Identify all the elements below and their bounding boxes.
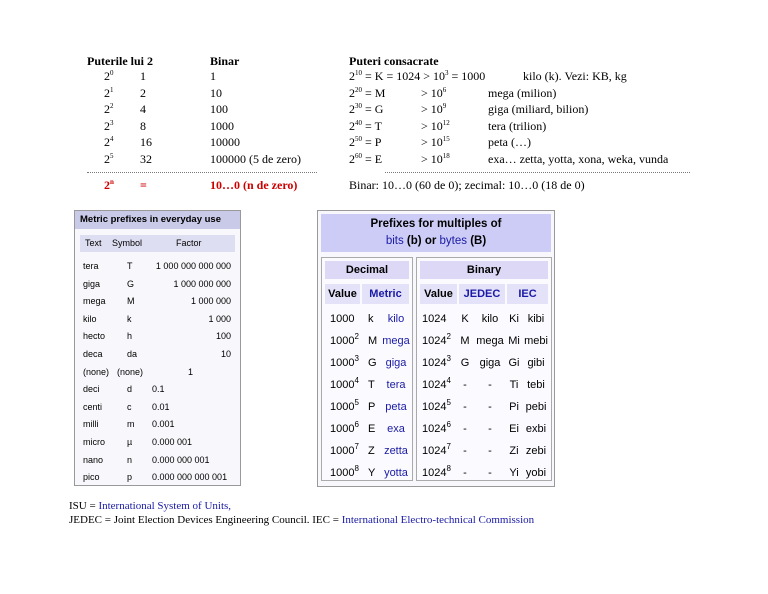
- power-of-two: $2^0$: [104, 69, 114, 83]
- metric-row: [75, 380, 240, 398]
- decimal-metric-name: mega: [382, 335, 410, 347]
- decimal-box: [321, 257, 413, 481]
- binary-value: 10: [210, 85, 222, 100]
- jedec-name: -: [488, 445, 492, 457]
- named-power: $2^{30} = G$: [349, 102, 384, 116]
- named-comparison: [421, 151, 450, 167]
- metric-symbol: d: [127, 384, 133, 395]
- jedec-symbol: -: [463, 467, 467, 479]
- metric-header-text: Text: [85, 238, 102, 248]
- named-exponent: 40: [355, 118, 362, 127]
- decimal-value: [330, 440, 359, 462]
- named-description: exa… zetta, yotta, xona, weka, vunda: [488, 151, 669, 166]
- named-ten-exponent: 18: [442, 151, 450, 160]
- binary-box: [416, 257, 552, 481]
- binary-exponent: 2: [446, 332, 451, 341]
- metric-row: [75, 363, 240, 381]
- binary-value: 1: [210, 69, 216, 83]
- metric-factor: 0.001: [152, 419, 175, 430]
- jedec-symbol: M: [460, 335, 470, 347]
- power-exponent: 0: [110, 69, 114, 77]
- metric-header-symbol: Symbol: [112, 238, 143, 248]
- bytes-abbrev: (B): [470, 235, 487, 247]
- iec-name: gibi: [527, 357, 545, 369]
- named-exponent: 30: [355, 102, 362, 110]
- decimal-value: 2: [140, 85, 146, 100]
- metric-symbol: T: [127, 261, 133, 271]
- metric-symbol: da: [127, 349, 138, 359]
- metric-text: hecto: [83, 331, 106, 342]
- named-ten-exponent: 15: [442, 135, 450, 143]
- power-exponent: 5: [110, 151, 114, 160]
- metric-text: mega: [83, 296, 106, 307]
- decimal-value: [330, 396, 359, 418]
- metric-factor: 0.000 001: [152, 437, 193, 447]
- iec-symbol: Pi: [509, 401, 519, 413]
- named-exponent: 20: [355, 85, 362, 94]
- decimal-symbol: P: [368, 401, 376, 413]
- binary-exponent: 7: [446, 442, 451, 451]
- binary-value: 100000 (5 de zero): [210, 151, 301, 166]
- named-description: tera (trilion): [488, 118, 547, 133]
- metric-factor: 1 000 000: [190, 296, 231, 307]
- metric-factor: 0.01: [152, 401, 170, 412]
- binary-base: 1024: [422, 357, 447, 369]
- named-description: kilo (k). Vezi: KB, kg: [523, 69, 627, 83]
- binary-value: [422, 330, 451, 352]
- decimal-exponent: 2: [354, 332, 359, 341]
- metric-symbol: n: [127, 454, 133, 465]
- decimal-symbol: E: [368, 423, 376, 435]
- named-symbol: E: [374, 151, 383, 166]
- decimal-base: 1000: [330, 335, 355, 347]
- bits-abbrev: (b): [406, 235, 422, 247]
- binary-base: 1024: [422, 445, 447, 457]
- metric-text: deci: [83, 384, 100, 395]
- decimal-value: 32: [140, 151, 152, 166]
- metric-text: kilo: [83, 313, 97, 324]
- decimal-value: 16: [140, 135, 152, 149]
- metric-symbol: h: [127, 331, 133, 342]
- named-symbol: G: [374, 102, 384, 116]
- decimal-base: 1000: [330, 445, 355, 457]
- named-description: mega (milion): [488, 85, 557, 100]
- metric-factor: 0.1: [152, 384, 165, 395]
- decimal-symbol: k: [368, 313, 374, 325]
- decimal-value: [330, 462, 359, 484]
- decimal-label: Decimal: [325, 261, 409, 279]
- binary-base: 1024: [422, 423, 447, 435]
- iec-symbol: Zi: [509, 445, 519, 457]
- jedec-symbol: K: [461, 313, 469, 325]
- prefix-table-title: [321, 214, 551, 252]
- jedec-symbol: G: [460, 357, 470, 369]
- named-comparison: [421, 134, 450, 150]
- metric-row: [75, 433, 240, 451]
- decimal-symbol: Y: [368, 467, 376, 479]
- iec-name: tebi: [527, 379, 545, 391]
- metric-factor: 1 000: [208, 313, 231, 324]
- named-powers-header: Puteri consacrate: [349, 54, 439, 68]
- metric-row: [75, 468, 240, 486]
- jedec-symbol: -: [463, 379, 467, 391]
- named-tail: = 1000: [448, 69, 486, 83]
- metric-header-factor: Factor: [176, 238, 202, 248]
- named-gt: > 10: [421, 135, 443, 149]
- binary-base: 1024: [422, 335, 447, 347]
- binary-exponent: 6: [446, 420, 451, 429]
- jedec-name: -: [488, 467, 492, 479]
- power-of-two: $2^5$: [104, 151, 114, 166]
- binary-exponent: 4: [446, 376, 451, 385]
- decimal-base: 1000: [330, 401, 355, 413]
- decimal-exponent: 7: [354, 442, 359, 451]
- iec-name: exbi: [525, 423, 547, 435]
- decimal-metric-name: peta: [385, 401, 407, 413]
- iec-symbol: Yi: [509, 467, 519, 479]
- named-exponent: 50: [355, 135, 362, 143]
- binary-value: 10000: [210, 135, 240, 149]
- metric-factor: 0.000 000 000 001: [152, 472, 228, 483]
- named-comparison: [421, 85, 446, 101]
- decimal-exponent: 5: [354, 398, 359, 407]
- metric-row: [75, 398, 240, 416]
- decimal-base: 1000: [330, 313, 355, 325]
- separator-right: [385, 172, 690, 173]
- power-of-two: $2^3$: [104, 118, 114, 133]
- metric-symbol: (none): [117, 366, 144, 377]
- binary-exponent: 3: [446, 354, 451, 363]
- general-binary: 10…0 (n de zero): [210, 178, 298, 192]
- metric-symbol: µ: [127, 437, 133, 447]
- jedec-name: giga: [479, 357, 501, 369]
- named-comparison: [421, 101, 446, 117]
- power-of-two: $2^2$: [104, 102, 114, 116]
- named-gt: > 10: [421, 118, 443, 133]
- metric-factor: 100: [215, 331, 231, 342]
- named-ten-exponent: 3: [444, 69, 449, 77]
- jedec-symbol: -: [463, 423, 467, 435]
- jedec-symbol: -: [463, 445, 467, 457]
- decimal-value: 4: [140, 102, 146, 116]
- dec-header-metric: Metric: [362, 284, 409, 304]
- bin-header-value: Value: [420, 284, 457, 304]
- metric-text: pico: [83, 472, 100, 483]
- metric-symbol: M: [127, 296, 135, 307]
- named-power: $2^{60} = E$: [349, 151, 383, 166]
- binary-value: [422, 440, 451, 462]
- named-symbol: T: [374, 118, 382, 133]
- decimal-base: 1000: [330, 467, 355, 479]
- powers-header: Puterile lui 2: [87, 54, 153, 68]
- binary-value: [422, 352, 451, 374]
- power-exponent: 4: [110, 135, 114, 143]
- jedec-name: -: [488, 379, 492, 391]
- decimal-base: 1000: [330, 357, 355, 369]
- metric-factor: 1 000 000 000 000: [155, 261, 231, 271]
- dec-header-value: Value: [325, 284, 360, 304]
- decimal-exponent: 4: [354, 376, 359, 385]
- power-exponent: 2: [110, 102, 114, 110]
- metric-text: milli: [83, 419, 99, 430]
- isu-label: ISU =: [69, 500, 99, 512]
- binary-base: 1024: [422, 401, 447, 413]
- iec-name: yobi: [525, 467, 547, 479]
- or-word: or: [424, 235, 437, 247]
- general-note: Binar: 10…0 (60 de 0); zecimal: 10…0 (18 de 0): [349, 178, 585, 192]
- metric-text: micro: [83, 437, 105, 447]
- binary-exponent: 8: [446, 464, 451, 473]
- binary-label: Binary: [420, 261, 548, 279]
- named-gt: > 10: [421, 151, 443, 166]
- named-gt: > 10: [421, 102, 443, 116]
- named-exponent: 10: [355, 69, 362, 77]
- prefix-title-line1: Prefixes for multiples of: [370, 218, 502, 230]
- decimal-metric-name: exa: [387, 423, 405, 435]
- prefix-title-line2: [321, 233, 551, 250]
- metric-symbol: k: [127, 313, 132, 324]
- iec-symbol: Ki: [509, 313, 519, 325]
- decimal-metric-name: yotta: [384, 467, 408, 479]
- named-power: $2^{20} = M$: [349, 85, 386, 100]
- general-power: 2$^n$: [104, 178, 114, 192]
- iec-symbol: Gi: [508, 357, 520, 369]
- decimal-exponent: 3: [354, 354, 359, 363]
- jedec-symbol: -: [463, 401, 467, 413]
- binary-value: [422, 418, 451, 440]
- metric-symbol: m: [127, 419, 135, 430]
- binary-value: [422, 396, 451, 418]
- named-description: peta (…): [488, 135, 531, 149]
- metric-text: deca: [83, 349, 103, 359]
- metric-symbol: G: [127, 278, 135, 289]
- metric-factor: 1: [188, 366, 194, 377]
- iec-symbol: Ei: [509, 423, 519, 435]
- decimal-exponent: 6: [354, 420, 359, 429]
- isu-link[interactable]: International System of Units,: [98, 500, 232, 512]
- jedec-name: mega: [476, 335, 504, 347]
- named-ten-exponent: 6: [442, 85, 447, 94]
- named-comparison: [421, 118, 450, 134]
- decimal-symbol: T: [368, 379, 375, 391]
- decimal-base: 1000: [330, 423, 355, 435]
- named-exponent: 60: [355, 151, 362, 160]
- metric-row: [75, 415, 240, 433]
- power-of-two: $2^4$: [104, 135, 114, 149]
- decimal-symbol: M: [368, 335, 378, 347]
- separator-left: [87, 172, 317, 173]
- metric-row: [75, 451, 240, 469]
- named-gt: > 10: [421, 85, 443, 100]
- bits-link[interactable]: bits: [385, 235, 404, 247]
- general-equals: =: [140, 178, 147, 192]
- binary-value: [422, 374, 451, 396]
- binary-value: 1000: [210, 118, 234, 133]
- metric-factor: 10: [220, 349, 231, 359]
- decimal-value: 8: [140, 118, 146, 133]
- iec-name: kibi: [527, 313, 545, 325]
- metric-row: [75, 310, 240, 328]
- jedec-name: -: [488, 401, 492, 413]
- decimal-metric-name: zetta: [384, 445, 408, 457]
- binary-value: [422, 308, 446, 330]
- decimal-value: 1: [140, 69, 146, 83]
- metric-factor: 0.000 000 001: [152, 454, 210, 465]
- decimal-value: [330, 418, 359, 440]
- decimal-symbol: G: [368, 357, 377, 369]
- bin-header-iec: IEC: [507, 284, 548, 304]
- named-power: $2^{10} = K = 1024 > 10^3 = 1000$: [349, 69, 486, 83]
- iec-link[interactable]: International Electro-technical Commission: [341, 514, 535, 526]
- named-ten-exponent: 12: [442, 118, 450, 127]
- metric-row: [75, 327, 240, 345]
- named-symbol: M: [374, 85, 386, 100]
- iec-symbol: Ti: [509, 379, 519, 391]
- bytes-link[interactable]: bytes: [439, 235, 468, 247]
- metric-row: [75, 292, 240, 310]
- metric-text: giga: [83, 278, 101, 289]
- metric-text: centi: [83, 401, 103, 412]
- binary-value: [422, 462, 451, 484]
- iec-symbol: Mi: [508, 335, 520, 347]
- decimal-metric-name: giga: [385, 357, 407, 369]
- binary-header: Binar: [210, 54, 240, 68]
- decimal-symbol: Z: [368, 445, 375, 457]
- metric-prefixes-table: [74, 210, 241, 486]
- metric-table-caption: Metric prefixes in everyday use: [75, 211, 240, 229]
- metric-table-header: [80, 235, 235, 252]
- metric-factor: 1 000 000 000: [173, 278, 231, 289]
- iec-name: zebi: [525, 445, 547, 457]
- metric-text: (none): [83, 366, 110, 377]
- named-description: giga (miliard, bilion): [488, 102, 589, 116]
- metric-row: [75, 275, 240, 293]
- jedec-name: kilo: [481, 313, 499, 325]
- bin-header-jedec: JEDEC: [459, 284, 505, 304]
- jedec-name: -: [488, 423, 492, 435]
- named-symbol: P: [374, 135, 382, 149]
- binary-exponent: 5: [446, 398, 451, 407]
- named-symbol: K = 1024 > 10: [374, 69, 445, 83]
- metric-row: [75, 345, 240, 363]
- decimal-exponent: 8: [354, 464, 359, 473]
- metric-text: tera: [83, 261, 99, 271]
- footer-jedec-iec: [69, 514, 534, 526]
- binary-decimal-prefixes-table: [317, 210, 555, 487]
- jedec-text: JEDEC = Joint Election Devices Engineering Council. IEC =: [69, 514, 342, 526]
- binary-base: 1024: [422, 467, 447, 479]
- decimal-metric-name: kilo: [387, 313, 405, 325]
- decimal-value: [330, 352, 359, 374]
- power-of-two: $2^1$: [104, 85, 114, 100]
- binary-value: 100: [210, 102, 228, 116]
- metric-symbol: p: [127, 472, 133, 483]
- named-power: $2^{50} = P$: [349, 135, 382, 149]
- iec-name: mebi: [524, 335, 548, 347]
- decimal-value: [330, 330, 359, 352]
- named-ten-exponent: 9: [442, 102, 447, 110]
- power-exponent: 3: [110, 118, 114, 127]
- decimal-value: [330, 374, 359, 396]
- power-exponent: 1: [110, 85, 114, 94]
- decimal-base: 1000: [330, 379, 355, 391]
- metric-row: [75, 257, 240, 275]
- iec-name: pebi: [525, 401, 547, 413]
- metric-symbol: c: [127, 401, 132, 412]
- metric-text: nano: [83, 454, 104, 465]
- binary-base: 1024: [422, 379, 447, 391]
- named-power: $2^{40} = T$: [349, 118, 382, 133]
- decimal-value: [330, 308, 354, 330]
- decimal-metric-name: tera: [386, 379, 406, 391]
- binary-base: 1024: [422, 313, 447, 325]
- footer-isu: [69, 500, 231, 512]
